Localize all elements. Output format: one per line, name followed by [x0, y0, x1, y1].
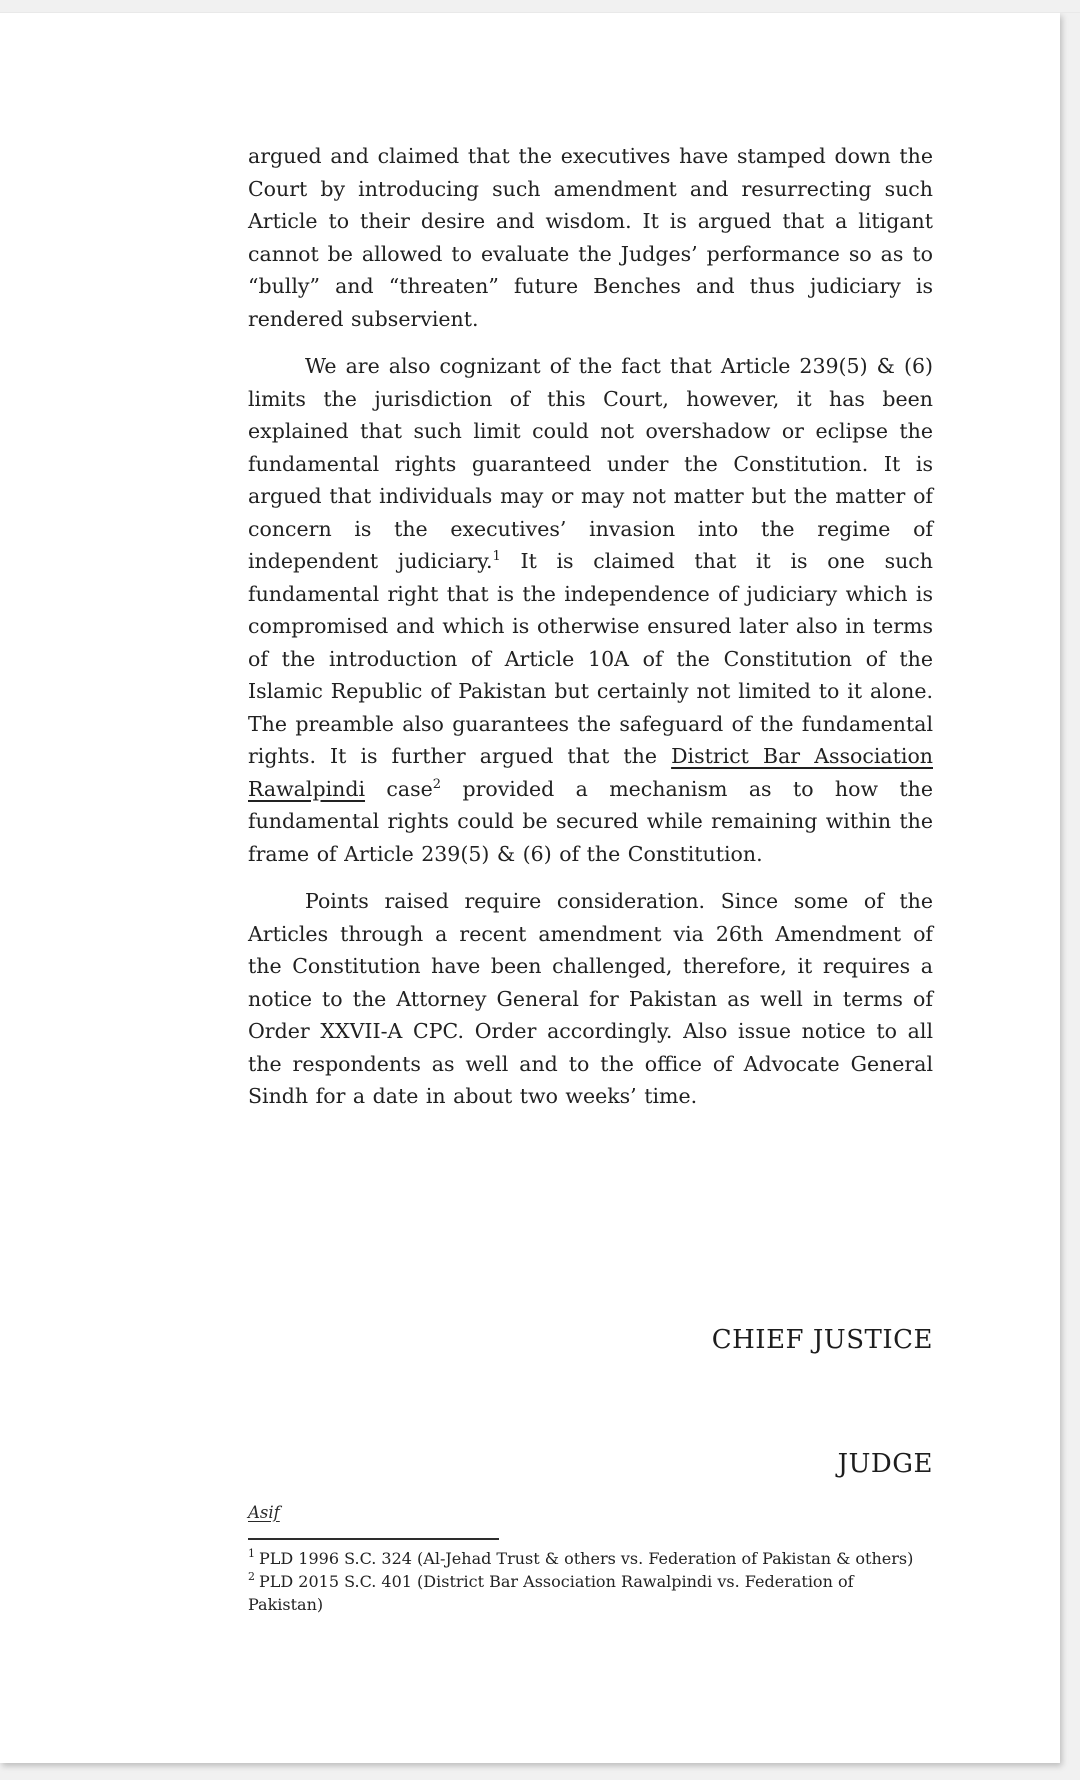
- paragraph-3: Points raised require consideration. Since some of the Articles through a recent amendment via 26th Amendment of the Constitution have been challenged, therefore, it requires a notice to the Attorney General for Pakistan as well in terms of Order XXVII-A CPC. Order accordingly. Also issue notice to all the respondents as well and to the office of Advocate General Sindh for a date in about two weeks’ time.: [248, 889, 933, 1108]
- document-page: [0, 13, 1060, 1763]
- clerk-initials: Asif: [248, 1502, 280, 1522]
- footnote-1: [248, 1547, 933, 1570]
- paragraph-2: We are also cognizant of the fact that Article 239(5) & (6) limits the jurisdiction of this Court, however, it has been explained that such limit could not overshadow or eclipse the fundamental rights guaranteed under the Constitution. It is argued that individuals may or may not matter but the matter of concern is the executives’ invasion into the regime of independent judiciary.$^1$ It is claimed that it is one such fundamental right that is the independence of judiciary which is compromised and which is otherwise ensured later also in terms of the introduction of Article 10A of the Constitution of the Islamic Republic of Pakistan but certainly not limited to it alone. The preamble also guarantees the safeguard of the fundamental rights. It is further argued that the District Bar Association Rawalpindi case$^2$ provided a mechanism as to how the fundamental rights could be secured while remaining within the frame of Article 239(5) & (6) of the Constitution.: [248, 354, 933, 866]
- footnote-2: [248, 1570, 933, 1616]
- signature-judge: JUDGE: [837, 1448, 933, 1479]
- footnote-2-marker: 2: [248, 1570, 255, 1584]
- footnote-2-text: PLD 2015 S.C. 401 (District Bar Association Rawalpindi vs. Federation of Pakistan): [248, 1571, 854, 1614]
- footnote-separator: [248, 1538, 499, 1540]
- viewer-top-margin: [0, 0, 1080, 13]
- footnote-1-text: PLD 1996 S.C. 324 (Al-Jehad Trust & others vs. Federation of Pakistan & others): [259, 1548, 914, 1568]
- footnotes-section: [248, 1547, 933, 1616]
- paragraph-1: argued and claimed that the executives have stamped down the Court by introducing such amendment and resurrecting such Article to their desire and wisdom. It is argued that a litigant cannot be allowed to evaluate the Judges’ performance so as to “bully” and “threaten” future Benches and thus judiciary is rendered subservient.: [248, 144, 933, 331]
- signature-chief-justice: CHIEF JUSTICE: [711, 1324, 933, 1355]
- footnote-1-marker: 1: [248, 1547, 255, 1561]
